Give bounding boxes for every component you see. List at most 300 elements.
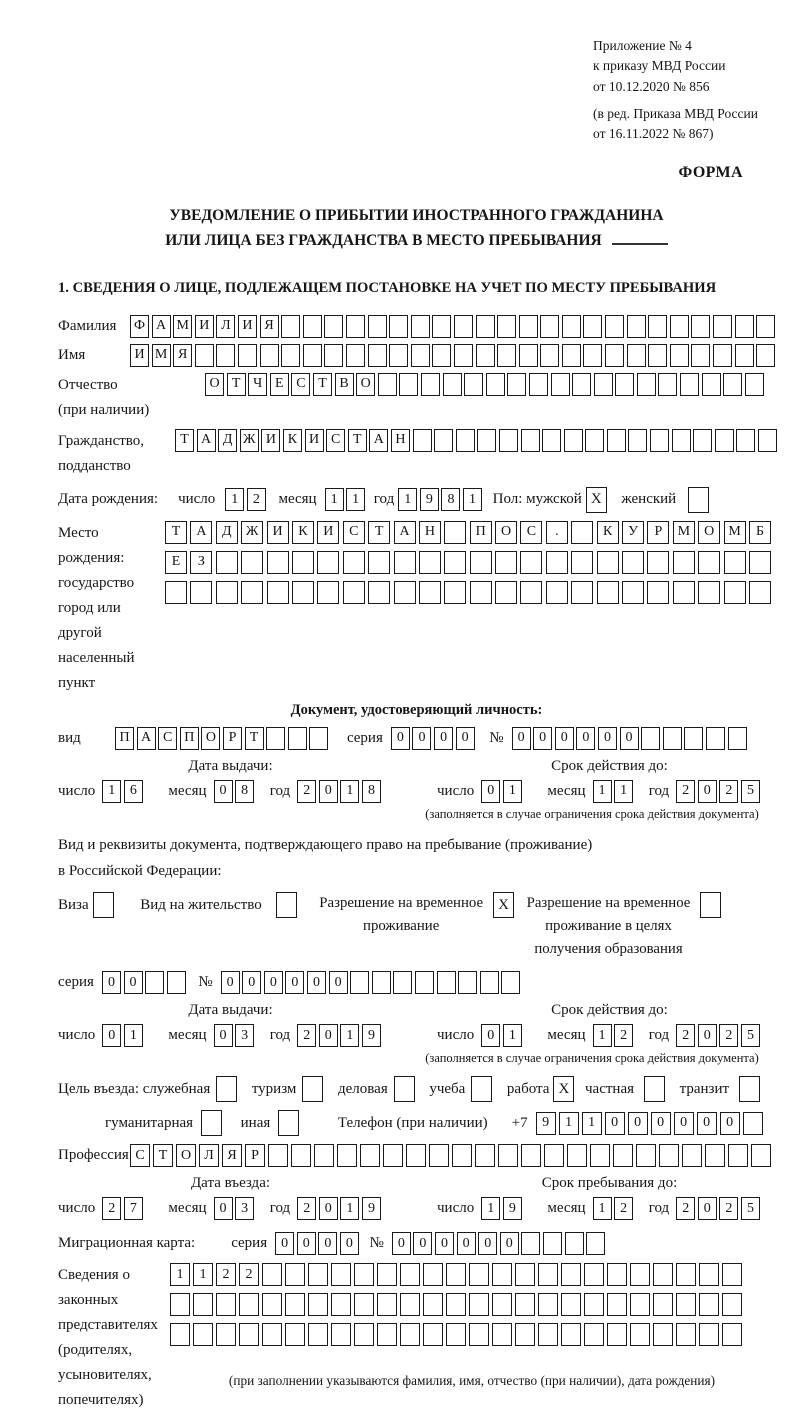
char-cell[interactable] <box>268 1144 288 1167</box>
char-cell[interactable]: 0 <box>456 727 475 750</box>
char-cell[interactable] <box>520 581 542 604</box>
char-cell[interactable] <box>239 1293 259 1316</box>
char-cell[interactable]: 0 <box>392 1232 411 1255</box>
char-cell[interactable]: X <box>586 487 607 513</box>
permit-valid-year-cells[interactable] <box>676 1024 762 1047</box>
char-cell[interactable] <box>501 971 520 994</box>
char-cell[interactable]: 8 <box>235 780 254 803</box>
char-cell[interactable]: 2 <box>676 1024 695 1047</box>
char-cell[interactable]: Т <box>348 429 367 452</box>
char-cell[interactable] <box>529 373 548 396</box>
char-cell[interactable] <box>546 581 568 604</box>
char-cell[interactable]: О <box>205 373 224 396</box>
char-cell[interactable] <box>354 1263 374 1286</box>
char-cell[interactable]: П <box>470 521 492 544</box>
char-cell[interactable]: 0 <box>102 971 121 994</box>
char-cell[interactable]: К <box>292 521 314 544</box>
char-cell[interactable]: О <box>356 373 375 396</box>
char-cell[interactable] <box>659 1144 679 1167</box>
char-cell[interactable] <box>303 315 322 338</box>
char-cell[interactable]: А <box>394 521 416 544</box>
visa-checkbox[interactable] <box>93 892 117 918</box>
char-cell[interactable]: 2 <box>614 1197 633 1220</box>
permit-issue-year-cells[interactable] <box>297 1024 383 1047</box>
char-cell[interactable] <box>749 551 771 574</box>
char-cell[interactable]: 1 <box>463 488 482 511</box>
char-cell[interactable]: Т <box>227 373 246 396</box>
char-cell[interactable] <box>751 1144 771 1167</box>
char-cell[interactable] <box>393 971 412 994</box>
char-cell[interactable] <box>262 1293 282 1316</box>
char-cell[interactable] <box>571 551 593 574</box>
char-cell[interactable] <box>471 1076 492 1102</box>
char-cell[interactable] <box>699 1263 719 1286</box>
char-cell[interactable] <box>647 551 669 574</box>
char-cell[interactable] <box>389 315 408 338</box>
char-cell[interactable] <box>723 373 742 396</box>
char-cell[interactable]: 5 <box>741 1197 760 1220</box>
char-cell[interactable]: С <box>343 521 365 544</box>
char-cell[interactable]: 0 <box>620 727 639 750</box>
char-cell[interactable]: В <box>335 373 354 396</box>
char-cell[interactable] <box>584 1263 604 1286</box>
char-cell[interactable]: 5 <box>741 780 760 803</box>
char-cell[interactable]: 1 <box>593 780 612 803</box>
entry-day-cells[interactable] <box>102 1197 145 1220</box>
char-cell[interactable]: 2 <box>297 1024 316 1047</box>
char-cell[interactable] <box>377 1293 397 1316</box>
char-cell[interactable] <box>756 315 775 338</box>
char-cell[interactable] <box>331 1263 351 1286</box>
permit-series-cells[interactable] <box>102 971 188 994</box>
char-cell[interactable]: С <box>130 1144 150 1167</box>
char-cell[interactable] <box>622 551 644 574</box>
char-cell[interactable]: 2 <box>239 1263 259 1286</box>
char-cell[interactable] <box>562 315 581 338</box>
char-cell[interactable] <box>538 1263 558 1286</box>
char-cell[interactable]: X <box>553 1076 574 1102</box>
char-cell[interactable] <box>308 1323 328 1346</box>
char-cell[interactable] <box>515 1293 535 1316</box>
char-cell[interactable]: 0 <box>264 971 283 994</box>
char-cell[interactable]: 0 <box>214 1024 233 1047</box>
char-cell[interactable] <box>444 581 466 604</box>
char-cell[interactable] <box>452 1144 472 1167</box>
char-cell[interactable] <box>216 551 238 574</box>
char-cell[interactable]: 2 <box>297 780 316 803</box>
permit-issue-day-cells[interactable] <box>102 1024 145 1047</box>
char-cell[interactable] <box>676 1293 696 1316</box>
char-cell[interactable]: 3 <box>235 1197 254 1220</box>
identity-issue-month-cells[interactable] <box>214 780 257 803</box>
char-cell[interactable]: А <box>137 727 156 750</box>
char-cell[interactable]: 1 <box>225 488 244 511</box>
char-cell[interactable] <box>469 1263 489 1286</box>
legal-row3-cells[interactable] <box>170 1323 745 1346</box>
char-cell[interactable] <box>670 344 689 367</box>
char-cell[interactable] <box>454 344 473 367</box>
char-cell[interactable] <box>464 373 483 396</box>
char-cell[interactable] <box>644 1076 665 1102</box>
char-cell[interactable] <box>372 971 391 994</box>
char-cell[interactable] <box>343 581 365 604</box>
char-cell[interactable]: 0 <box>307 971 326 994</box>
char-cell[interactable] <box>521 1232 540 1255</box>
char-cell[interactable]: 1 <box>325 488 344 511</box>
char-cell[interactable]: 0 <box>605 1112 625 1135</box>
char-cell[interactable]: И <box>130 344 149 367</box>
char-cell[interactable]: 0 <box>329 971 348 994</box>
char-cell[interactable]: Н <box>419 521 441 544</box>
char-cell[interactable]: Д <box>218 429 237 452</box>
char-cell[interactable]: 1 <box>102 780 121 803</box>
char-cell[interactable] <box>567 1144 587 1167</box>
char-cell[interactable]: Я <box>222 1144 242 1167</box>
char-cell[interactable] <box>400 1263 420 1286</box>
char-cell[interactable] <box>337 1144 357 1167</box>
char-cell[interactable] <box>605 315 624 338</box>
char-cell[interactable]: Б <box>749 521 771 544</box>
char-cell[interactable]: Т <box>175 429 194 452</box>
char-cell[interactable]: 1 <box>503 780 522 803</box>
char-cell[interactable] <box>615 373 634 396</box>
char-cell[interactable]: 2 <box>719 1197 738 1220</box>
char-cell[interactable] <box>627 315 646 338</box>
char-cell[interactable] <box>93 892 114 918</box>
char-cell[interactable] <box>475 1144 495 1167</box>
char-cell[interactable] <box>630 1263 650 1286</box>
char-cell[interactable] <box>266 727 285 750</box>
char-cell[interactable] <box>193 1323 213 1346</box>
char-cell[interactable]: О <box>495 521 517 544</box>
char-cell[interactable] <box>216 344 235 367</box>
purpose-humanitarian-checkbox[interactable] <box>201 1110 225 1136</box>
char-cell[interactable] <box>736 429 755 452</box>
char-cell[interactable]: Я <box>260 315 279 338</box>
char-cell[interactable] <box>715 429 734 452</box>
char-cell[interactable] <box>758 429 777 452</box>
char-cell[interactable] <box>477 429 496 452</box>
char-cell[interactable]: . <box>546 521 568 544</box>
char-cell[interactable] <box>480 971 499 994</box>
char-cell[interactable] <box>653 1323 673 1346</box>
char-cell[interactable]: 2 <box>676 780 695 803</box>
char-cell[interactable] <box>622 581 644 604</box>
char-cell[interactable] <box>389 344 408 367</box>
char-cell[interactable]: С <box>291 373 310 396</box>
char-cell[interactable] <box>278 1110 299 1136</box>
char-cell[interactable] <box>540 315 559 338</box>
char-cell[interactable] <box>722 1293 742 1316</box>
purpose-other-checkbox[interactable] <box>278 1110 302 1136</box>
char-cell[interactable] <box>515 1323 535 1346</box>
char-cell[interactable]: С <box>520 521 542 544</box>
char-cell[interactable] <box>239 1323 259 1346</box>
char-cell[interactable]: 0 <box>297 1232 316 1255</box>
char-cell[interactable] <box>507 373 526 396</box>
profession-cells[interactable] <box>130 1144 774 1167</box>
char-cell[interactable]: И <box>261 429 280 452</box>
char-cell[interactable] <box>262 1263 282 1286</box>
char-cell[interactable] <box>597 551 619 574</box>
char-cell[interactable] <box>594 373 613 396</box>
char-cell[interactable]: 0 <box>628 1112 648 1135</box>
char-cell[interactable] <box>343 551 365 574</box>
char-cell[interactable]: 3 <box>235 1024 254 1047</box>
char-cell[interactable]: 0 <box>720 1112 740 1135</box>
char-cell[interactable]: С <box>326 429 345 452</box>
char-cell[interactable]: 0 <box>413 1232 432 1255</box>
char-cell[interactable] <box>684 727 703 750</box>
char-cell[interactable] <box>285 1263 305 1286</box>
char-cell[interactable] <box>705 1144 725 1167</box>
char-cell[interactable] <box>584 1293 604 1316</box>
char-cell[interactable] <box>413 429 432 452</box>
char-cell[interactable]: Е <box>270 373 289 396</box>
char-cell[interactable]: 0 <box>698 780 717 803</box>
char-cell[interactable] <box>432 344 451 367</box>
char-cell[interactable]: 0 <box>102 1024 121 1047</box>
char-cell[interactable] <box>672 429 691 452</box>
char-cell[interactable] <box>745 373 764 396</box>
char-cell[interactable] <box>195 344 214 367</box>
char-cell[interactable]: 1 <box>559 1112 579 1135</box>
char-cell[interactable] <box>691 315 710 338</box>
char-cell[interactable] <box>368 315 387 338</box>
char-cell[interactable] <box>713 344 732 367</box>
char-cell[interactable]: 0 <box>319 780 338 803</box>
char-cell[interactable] <box>291 1144 311 1167</box>
stay-month-cells[interactable] <box>593 1197 636 1220</box>
char-cell[interactable]: 0 <box>555 727 574 750</box>
char-cell[interactable]: М <box>173 315 192 338</box>
char-cell[interactable] <box>165 581 187 604</box>
char-cell[interactable] <box>331 1323 351 1346</box>
char-cell[interactable]: 0 <box>318 1232 337 1255</box>
char-cell[interactable] <box>706 727 725 750</box>
char-cell[interactable] <box>572 373 591 396</box>
char-cell[interactable] <box>735 344 754 367</box>
char-cell[interactable]: 1 <box>503 1024 522 1047</box>
char-cell[interactable]: 0 <box>698 1024 717 1047</box>
char-cell[interactable]: Т <box>153 1144 173 1167</box>
char-cell[interactable] <box>641 727 660 750</box>
char-cell[interactable]: 0 <box>214 1197 233 1220</box>
char-cell[interactable]: И <box>238 315 257 338</box>
char-cell[interactable]: 9 <box>536 1112 556 1135</box>
edu-permit-checkbox[interactable] <box>700 892 724 918</box>
char-cell[interactable]: 1 <box>340 1197 359 1220</box>
char-cell[interactable]: М <box>724 521 746 544</box>
birth-place-row1-cells[interactable] <box>165 521 774 544</box>
char-cell[interactable] <box>260 344 279 367</box>
char-cell[interactable] <box>317 551 339 574</box>
char-cell[interactable]: П <box>115 727 134 750</box>
char-cell[interactable] <box>673 551 695 574</box>
char-cell[interactable] <box>216 581 238 604</box>
char-cell[interactable] <box>360 1144 380 1167</box>
char-cell[interactable] <box>444 551 466 574</box>
char-cell[interactable] <box>519 315 538 338</box>
char-cell[interactable]: Т <box>165 521 187 544</box>
sex-female-checkbox[interactable] <box>688 487 712 513</box>
char-cell[interactable] <box>627 344 646 367</box>
birth-year-cells[interactable] <box>398 488 484 511</box>
char-cell[interactable]: И <box>267 521 289 544</box>
char-cell[interactable] <box>324 344 343 367</box>
char-cell[interactable] <box>739 1076 760 1102</box>
char-cell[interactable]: 1 <box>593 1197 612 1220</box>
purpose-private-checkbox[interactable] <box>644 1076 668 1102</box>
char-cell[interactable] <box>546 551 568 574</box>
char-cell[interactable] <box>167 971 186 994</box>
char-cell[interactable] <box>400 1293 420 1316</box>
char-cell[interactable]: 1 <box>582 1112 602 1135</box>
char-cell[interactable] <box>585 429 604 452</box>
char-cell[interactable] <box>437 971 456 994</box>
char-cell[interactable] <box>561 1263 581 1286</box>
char-cell[interactable]: 6 <box>124 780 143 803</box>
char-cell[interactable]: И <box>305 429 324 452</box>
char-cell[interactable]: 8 <box>441 488 460 511</box>
char-cell[interactable]: И <box>317 521 339 544</box>
char-cell[interactable] <box>586 1232 605 1255</box>
sex-male-checkbox[interactable] <box>586 487 610 513</box>
char-cell[interactable] <box>699 1323 719 1346</box>
char-cell[interactable]: А <box>152 315 171 338</box>
char-cell[interactable] <box>429 1144 449 1167</box>
char-cell[interactable]: 0 <box>512 727 531 750</box>
char-cell[interactable] <box>728 1144 748 1167</box>
migration-series-cells[interactable] <box>275 1232 361 1255</box>
char-cell[interactable] <box>551 373 570 396</box>
char-cell[interactable] <box>368 551 390 574</box>
char-cell[interactable]: О <box>176 1144 196 1167</box>
char-cell[interactable] <box>584 1323 604 1346</box>
char-cell[interactable] <box>193 1293 213 1316</box>
char-cell[interactable]: 2 <box>216 1263 236 1286</box>
char-cell[interactable] <box>368 344 387 367</box>
char-cell[interactable] <box>722 1263 742 1286</box>
identity-issue-year-cells[interactable] <box>297 780 383 803</box>
char-cell[interactable] <box>303 344 322 367</box>
char-cell[interactable] <box>538 1293 558 1316</box>
char-cell[interactable]: 0 <box>435 1232 454 1255</box>
char-cell[interactable] <box>647 581 669 604</box>
char-cell[interactable] <box>346 315 365 338</box>
char-cell[interactable] <box>650 429 669 452</box>
char-cell[interactable]: 0 <box>698 1197 717 1220</box>
char-cell[interactable] <box>564 429 583 452</box>
char-cell[interactable] <box>698 581 720 604</box>
char-cell[interactable]: 1 <box>481 1197 500 1220</box>
char-cell[interactable] <box>411 344 430 367</box>
char-cell[interactable]: Л <box>199 1144 219 1167</box>
char-cell[interactable]: 0 <box>412 727 431 750</box>
purpose-business-checkbox[interactable] <box>394 1076 418 1102</box>
char-cell[interactable] <box>743 1112 763 1135</box>
char-cell[interactable] <box>444 521 466 544</box>
char-cell[interactable]: С <box>158 727 177 750</box>
patronymic-cells[interactable] <box>205 373 766 396</box>
char-cell[interactable]: М <box>152 344 171 367</box>
char-cell[interactable]: X <box>493 892 514 918</box>
char-cell[interactable] <box>170 1323 190 1346</box>
char-cell[interactable] <box>693 429 712 452</box>
char-cell[interactable] <box>515 1263 535 1286</box>
char-cell[interactable] <box>497 344 516 367</box>
char-cell[interactable] <box>292 581 314 604</box>
char-cell[interactable]: 1 <box>398 488 417 511</box>
char-cell[interactable]: А <box>369 429 388 452</box>
char-cell[interactable]: Р <box>245 1144 265 1167</box>
permit-valid-day-cells[interactable] <box>481 1024 524 1047</box>
char-cell[interactable] <box>543 1232 562 1255</box>
char-cell[interactable] <box>377 1323 397 1346</box>
char-cell[interactable] <box>292 551 314 574</box>
char-cell[interactable] <box>597 581 619 604</box>
legal-row2-cells[interactable] <box>170 1293 745 1316</box>
char-cell[interactable] <box>399 373 418 396</box>
char-cell[interactable] <box>470 581 492 604</box>
char-cell[interactable] <box>419 551 441 574</box>
char-cell[interactable]: 0 <box>124 971 143 994</box>
char-cell[interactable] <box>241 581 263 604</box>
char-cell[interactable] <box>241 551 263 574</box>
char-cell[interactable] <box>590 1144 610 1167</box>
char-cell[interactable] <box>454 315 473 338</box>
char-cell[interactable]: 9 <box>362 1024 381 1047</box>
char-cell[interactable]: 1 <box>170 1263 190 1286</box>
char-cell[interactable]: М <box>673 521 695 544</box>
char-cell[interactable] <box>458 971 477 994</box>
char-cell[interactable]: 0 <box>221 971 240 994</box>
char-cell[interactable] <box>700 892 721 918</box>
char-cell[interactable] <box>190 581 212 604</box>
char-cell[interactable] <box>540 344 559 367</box>
char-cell[interactable] <box>498 1144 518 1167</box>
identity-valid-year-cells[interactable] <box>676 780 762 803</box>
doc-series-cells[interactable] <box>391 727 477 750</box>
phone-cells[interactable] <box>536 1112 766 1135</box>
char-cell[interactable] <box>302 1076 323 1102</box>
char-cell[interactable] <box>713 315 732 338</box>
char-cell[interactable] <box>406 1144 426 1167</box>
char-cell[interactable] <box>724 551 746 574</box>
char-cell[interactable]: 7 <box>124 1197 143 1220</box>
char-cell[interactable] <box>383 1144 403 1167</box>
char-cell[interactable] <box>636 1144 656 1167</box>
char-cell[interactable] <box>637 373 656 396</box>
char-cell[interactable] <box>394 1076 415 1102</box>
char-cell[interactable]: 2 <box>676 1197 695 1220</box>
char-cell[interactable]: 0 <box>285 971 304 994</box>
char-cell[interactable] <box>628 429 647 452</box>
char-cell[interactable] <box>267 551 289 574</box>
char-cell[interactable]: 0 <box>697 1112 717 1135</box>
char-cell[interactable]: 0 <box>434 727 453 750</box>
char-cell[interactable]: 0 <box>576 727 595 750</box>
char-cell[interactable]: К <box>283 429 302 452</box>
char-cell[interactable] <box>571 581 593 604</box>
char-cell[interactable] <box>663 727 682 750</box>
char-cell[interactable] <box>350 971 369 994</box>
char-cell[interactable] <box>607 429 626 452</box>
char-cell[interactable] <box>698 551 720 574</box>
char-cell[interactable] <box>377 1263 397 1286</box>
char-cell[interactable]: Е <box>165 551 187 574</box>
char-cell[interactable] <box>378 373 397 396</box>
